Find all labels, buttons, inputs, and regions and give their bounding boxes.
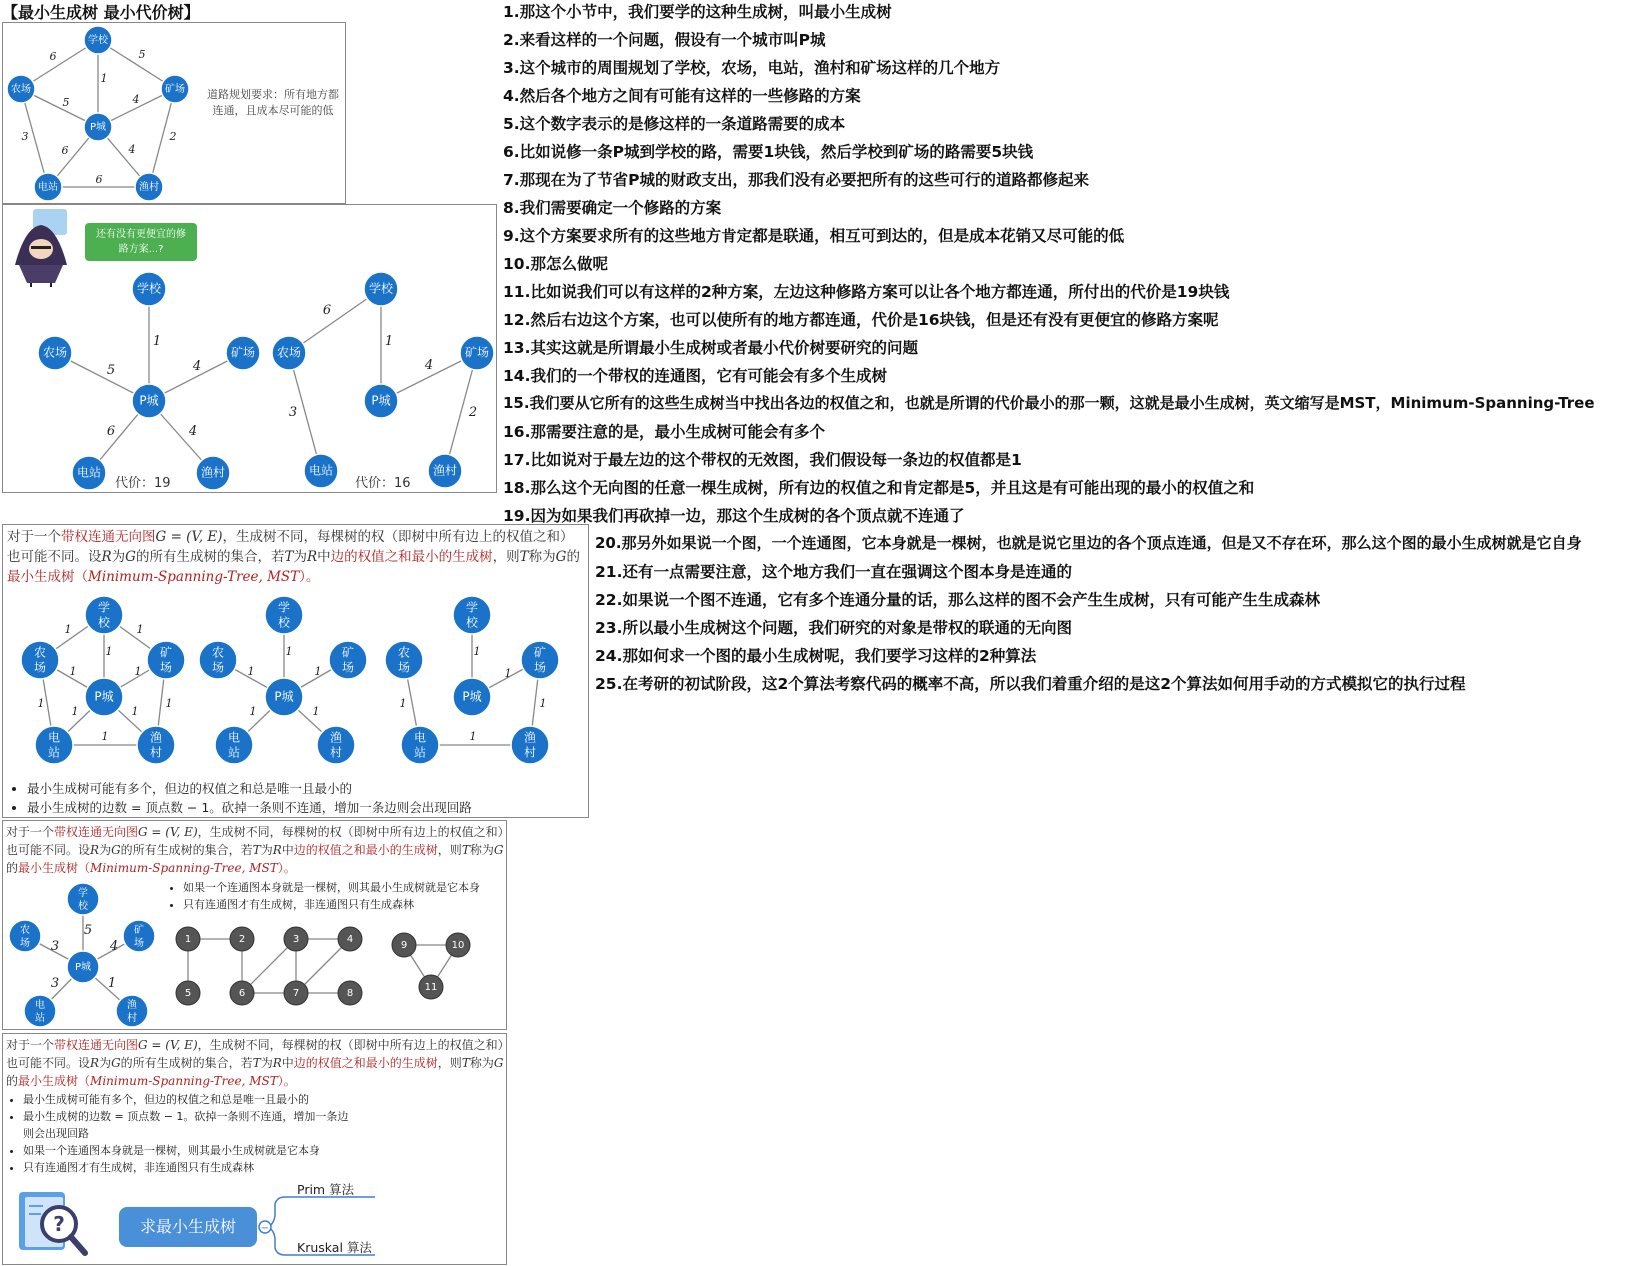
note-line: 12.然后右边这个方案，也可以使所有的地方都连通，代价是16块钱，但是还有没有更便宜的修路方案呢 — [503, 311, 1219, 329]
weight-label: 1 — [100, 72, 108, 85]
svg-text:1: 1 — [314, 665, 322, 678]
svg-text:电站: 电站 — [308, 463, 334, 478]
weight-label: 5 — [138, 48, 146, 61]
svg-text:村: 村 — [329, 745, 343, 760]
svg-text:渔: 渔 — [149, 730, 163, 745]
svg-text:渔: 渔 — [329, 730, 343, 745]
svg-text:10: 10 — [451, 940, 465, 951]
node-school — [364, 272, 398, 306]
note-line: 5.这个数字表示的是修这样的一条道路需要的成本 — [503, 115, 846, 133]
mst-definition: 对于一个带权连通无向图G = (V, E)，生成树不同，每棵树的权（即树中所有边上的权值之和）也可能不同。设R为G的所有生成树的集合，若T为R中边的权值之和最小的生成树，则T称为G的最小生成树（Minimum-Spanning-Tree, MST）。 — [7, 529, 580, 585]
node-power — [34, 173, 62, 201]
node-pcity — [84, 113, 112, 141]
svg-text:电: 电 — [413, 730, 427, 745]
svg-text:站: 站 — [47, 745, 61, 760]
note-line: 20.那另外如果说一个图，一个连通图，它本身就是一棵树，也就是说它里边的各个顶点连通，但是又不存在环，那么这个图的最小生成树就是它自身 — [595, 534, 1582, 552]
node-school — [132, 272, 166, 306]
forest-edges — [188, 939, 458, 993]
svg-text:学: 学 — [277, 600, 291, 615]
svg-text:矿: 矿 — [533, 645, 547, 660]
svg-text:P城: P城 — [274, 689, 294, 704]
svg-text:矿: 矿 — [134, 925, 144, 936]
svg-text:学校: 学校 — [88, 35, 108, 46]
node-mine — [521, 641, 559, 679]
svg-text:?: ? — [53, 1212, 65, 1236]
weight-label: 3 — [50, 976, 60, 991]
node-farm — [199, 641, 237, 679]
node-mine — [329, 641, 367, 679]
mst-notes-list — [165, 879, 523, 913]
node-pcity — [265, 678, 303, 716]
graph-node — [176, 981, 200, 1005]
svg-text:渔: 渔 — [127, 1000, 137, 1011]
list-item: • 只有连通图才有生成树，非连通图只有生成森林 — [23, 1159, 353, 1176]
svg-text:渔村: 渔村 — [139, 182, 159, 193]
node-school — [67, 883, 99, 915]
weight-label: 6 — [95, 173, 103, 186]
svg-text:1: 1 — [134, 665, 142, 678]
note-line: 7.那现在为了节省P城的财政支出，那我们没有必要把所有的这些可行的道路都修起来 — [503, 171, 1090, 189]
svg-text:站: 站 — [413, 745, 427, 760]
list-item: • 最小生成树可能有多个，但边的权值之和总是唯一且最小的 — [27, 779, 597, 798]
note-line: 25.在考研的初试阶段，这2个算法考察代码的概率不高，所以我们着重介绍的是这2个算法如何用手动的方式模拟它的执行过程 — [595, 675, 1466, 693]
svg-text:校: 校 — [465, 615, 479, 630]
svg-text:1: 1 — [105, 645, 113, 658]
svg-text:1: 1 — [71, 705, 79, 718]
mst-notes-list — [9, 779, 597, 817]
note-line: 23.所以最小生成树这个问题，我们研究的对象是带权的联通的无向图 — [595, 619, 1072, 637]
svg-text:农场: 农场 — [42, 345, 68, 360]
weight-label: 1 — [107, 976, 117, 991]
note-line: 4.然后各个地方之间有可能有这样的一些修路的方案 — [503, 87, 861, 105]
svg-text:学: 学 — [78, 888, 88, 899]
node-farm — [9, 920, 41, 952]
svg-text:校: 校 — [277, 615, 291, 630]
svg-text:1: 1 — [399, 697, 407, 710]
node-power — [24, 995, 56, 1027]
panel-summary — [2, 1033, 507, 1265]
svg-text:场: 场 — [397, 660, 411, 675]
svg-text:场: 场 — [341, 660, 355, 675]
node-village — [317, 726, 355, 764]
graph-node — [392, 933, 416, 957]
graph-node — [338, 927, 362, 951]
note-line: 13.其实这就是所谓最小生成树或者最小代价树要研究的问题 — [503, 339, 918, 357]
note-line: 10.那怎么做呢 — [503, 255, 608, 273]
mindmap-root[interactable]: 求最小生成树 — [119, 1207, 257, 1247]
node-power — [72, 456, 106, 490]
panel-two-plans — [2, 204, 497, 493]
node-mine — [123, 920, 155, 952]
graph-node — [230, 927, 254, 951]
weight-label: 4 — [188, 424, 198, 439]
right-plan-cost: 代价：16 — [355, 476, 411, 491]
note-line: 24.那如何求一个图的最小生成树呢，我们要学习这样的2种算法 — [595, 647, 1037, 665]
svg-text:6: 6 — [238, 988, 246, 999]
list-item: • 如果一个连通图本身就是一棵树，则其最小生成树就是它本身 — [183, 879, 523, 896]
panel-definition-multiple-mst — [2, 524, 589, 818]
weight-label: 5 — [106, 363, 116, 378]
svg-text:矿场: 矿场 — [464, 345, 490, 360]
avatar-icon — [15, 209, 67, 287]
svg-text:村: 村 — [127, 1013, 137, 1024]
svg-text:5: 5 — [184, 988, 192, 999]
weight-label: 1 — [384, 334, 394, 349]
node-power — [35, 726, 73, 764]
svg-text:P城: P城 — [139, 393, 159, 408]
svg-text:渔: 渔 — [523, 730, 537, 745]
svg-text:11: 11 — [424, 982, 438, 993]
node-mine — [460, 336, 494, 370]
node-village — [137, 726, 175, 764]
node-school — [85, 596, 123, 634]
weight-label: 6 — [61, 144, 69, 157]
node-farm — [272, 336, 306, 370]
graph-node — [446, 933, 470, 957]
svg-text:场: 场 — [20, 938, 30, 949]
mst-definition: 对于一个带权连通无向图G = (V, E)，生成树不同，每棵树的权（即树中所有边上的权值之和）也可能不同。设R为G的所有生成树的集合，若T为R中边的权值之和最小的生成树，则T称为G的最小生成树（Minimum-Spanning-Tree, MST）。 — [6, 1038, 504, 1088]
node-power — [304, 454, 338, 488]
weight-label: 5 — [62, 96, 70, 109]
svg-text:1: 1 — [504, 667, 512, 680]
svg-text:渔村: 渔村 — [200, 465, 226, 480]
svg-text:1: 1 — [312, 705, 320, 718]
list-item: • 最小生成树的边数 = 顶点数 − 1。砍掉一条则不连通，增加一条边则会出现回路 — [27, 798, 597, 817]
svg-text:1: 1 — [69, 665, 77, 678]
svg-text:1: 1 — [136, 623, 144, 636]
graph-node — [284, 927, 308, 951]
svg-text:1: 1 — [101, 730, 109, 743]
left-plan-cost: 代价：19 — [115, 476, 171, 491]
svg-text:9: 9 — [400, 940, 408, 951]
node-power — [215, 726, 253, 764]
svg-text:P城: P城 — [74, 962, 92, 973]
svg-text:村: 村 — [149, 745, 163, 760]
svg-text:P城: P城 — [462, 689, 482, 704]
svg-text:矿: 矿 — [341, 645, 355, 660]
svg-text:农: 农 — [211, 645, 225, 660]
weight-label: 6 — [106, 424, 116, 439]
node-pcity — [132, 384, 166, 418]
svg-text:场: 场 — [533, 660, 547, 675]
svg-text:矿: 矿 — [159, 645, 173, 660]
node-school — [84, 26, 112, 54]
weight-label: 3 — [288, 405, 298, 420]
weight-label: 3 — [21, 130, 29, 143]
svg-text:1: 1 — [473, 645, 481, 658]
weight-label: 2 — [169, 130, 177, 143]
svg-text:矿场: 矿场 — [230, 345, 256, 360]
node-mine — [226, 336, 260, 370]
svg-text:1: 1 — [165, 697, 173, 710]
graph-node — [230, 981, 254, 1005]
svg-text:1: 1 — [184, 934, 192, 945]
plan-right-edges — [289, 289, 477, 471]
svg-text:1: 1 — [249, 705, 257, 718]
note-line: 16.那需要注意的是，最小生成树可能会有多个 — [503, 423, 825, 441]
weight-label: 4 — [109, 939, 119, 954]
weight-label: 6 — [49, 50, 57, 63]
weight-label: 2 — [468, 405, 478, 420]
note-line: 9.这个方案要求所有的这些地方肯定都是联通，相互可到达的，但是成本花销又尽可能的低 — [503, 227, 1125, 245]
svg-text:学校: 学校 — [136, 281, 162, 296]
note-line: 15.我们要从它所有的这些生成树当中找出各边的权值之和，也就是所谓的代价最小的那一颗，这就是最小生成树，英文缩写是MST，Minimum-Spanning-Tree — [503, 394, 1595, 412]
weight-label: 4 — [192, 359, 202, 374]
node-mine — [161, 75, 189, 103]
weight-label: 5 — [83, 923, 93, 938]
panel-road-plan — [2, 22, 346, 204]
svg-text:农场: 农场 — [276, 345, 302, 360]
weight-label: 3 — [50, 939, 60, 954]
svg-text:P城: P城 — [371, 393, 391, 408]
graph-node — [284, 981, 308, 1005]
node-school — [453, 596, 491, 634]
svg-text:电: 电 — [227, 730, 241, 745]
svg-text:场: 场 — [211, 660, 225, 675]
svg-text:学: 学 — [97, 600, 111, 615]
note-line: 18.那么这个无向图的任意一棵生成树，所有边的权值之和肯定都是5，并且这是有可能出现的最小的权值之和 — [503, 479, 1255, 497]
svg-text:1: 1 — [469, 730, 477, 743]
list-item: • 只有连通图才有生成树，非连通图只有生成森林 — [183, 896, 523, 913]
svg-text:站: 站 — [227, 745, 241, 760]
svg-text:1: 1 — [37, 697, 45, 710]
speech-bubble: 还有没有更便宜的修路方案...? — [85, 223, 197, 261]
node-power — [401, 726, 439, 764]
svg-text:校: 校 — [78, 901, 88, 912]
svg-text:P城: P城 — [94, 689, 114, 704]
weight-label: 4 — [132, 93, 140, 106]
list-item: • 如果一个连通图本身就是一棵树，则其最小生成树就是它本身 — [23, 1142, 353, 1159]
svg-text:场: 场 — [134, 938, 144, 949]
note-line: 3.这个城市的周围规划了学校，农场，电站，渔村和矿场这样的几个地方 — [503, 59, 1001, 77]
svg-text:渔村: 渔村 — [432, 463, 458, 478]
note-line: 21.还有一点需要注意，这个地方我们一直在强调这个图本身是连通的 — [595, 563, 1072, 581]
node-village — [511, 726, 549, 764]
node-farm — [21, 641, 59, 679]
node-farm — [385, 641, 423, 679]
svg-text:3: 3 — [292, 934, 300, 945]
svg-text:7: 7 — [292, 988, 300, 999]
svg-text:1: 1 — [64, 623, 72, 636]
weight-label: 6 — [322, 303, 332, 318]
svg-text:电站: 电站 — [76, 465, 102, 480]
node-mine — [147, 641, 185, 679]
svg-text:矿场: 矿场 — [165, 84, 185, 95]
mindmap-leaf-kruskal[interactable]: Kruskal 算法 — [297, 1240, 372, 1255]
weight-label: 4 — [424, 358, 434, 373]
note-line: 22.如果说一个图不连通，它有多个连通分量的话，那么这样的图不会产生生成树，只有可能产生生成森林 — [595, 591, 1320, 609]
svg-text:1: 1 — [539, 697, 547, 710]
weight-label: 4 — [128, 143, 136, 156]
note-line: 17.比如说对于最左边的这个带权的无效图，我们假设每一条边的权值都是1 — [503, 451, 1022, 469]
node-farm — [7, 75, 35, 103]
svg-text:电: 电 — [35, 1000, 45, 1011]
svg-text:农: 农 — [397, 645, 411, 660]
node-farm — [38, 336, 72, 370]
note-line: 2.来看这样的一个问题，假设有一个城市叫P城 — [503, 31, 826, 49]
node-pcity — [67, 951, 99, 983]
collapse-toggle[interactable]: − — [260, 1223, 270, 1234]
svg-text:农场: 农场 — [11, 84, 31, 95]
note-line: 6.比如说修一条P城到学校的路，需要1块钱，然后学校到矿场的路需要5块钱 — [503, 143, 1034, 161]
road-requirement: 道路规划要求：所有地方都连通，且成本尽可能的低 — [207, 88, 339, 117]
svg-text:校: 校 — [97, 615, 111, 630]
node-school — [265, 596, 303, 634]
svg-text:8: 8 — [346, 988, 354, 999]
svg-text:4: 4 — [346, 934, 354, 945]
svg-text:村: 村 — [523, 745, 537, 760]
node-pcity — [364, 384, 398, 418]
mindmap-leaf-prim[interactable]: Prim 算法 — [297, 1182, 355, 1197]
note-line: 11.比如说我们可以有这样的2种方案，左边这种修路方案可以让各个地方都连通，所付出的代价是19块钱 — [503, 283, 1230, 301]
plan-left-edges — [55, 289, 243, 473]
svg-text:农: 农 — [20, 925, 30, 936]
node-village — [428, 454, 462, 488]
note-line: 1.那这个小节中，我们要学的这种生成树，叫最小生成树 — [503, 3, 892, 21]
svg-text:场: 场 — [33, 660, 47, 675]
list-item: • 最小生成树的边数 = 顶点数 − 1。砍掉一条则不连通，增加一条边则会出现回路 — [23, 1108, 353, 1142]
page-title: 【最小生成树 最小代价树】 — [2, 3, 200, 22]
panel-tree-and-forest — [2, 820, 507, 1030]
mst-definition: 对于一个带权连通无向图G = (V, E)，生成树不同，每棵树的权（即树中所有边上的权值之和）也可能不同。设R为G的所有生成树的集合，若T为R中边的权值之和最小的生成树，则T称为G的最小生成树（Minimum-Spanning-Tree, MST）。 — [6, 825, 504, 875]
graph-node — [176, 927, 200, 951]
note-line: 19.因为如果我们再砍掉一边，那这个生成树的各个顶点就不连通了 — [503, 507, 965, 525]
svg-text:农: 农 — [33, 645, 47, 660]
note-line: 14.我们的一个带权的连通图，它有可能会有多个生成树 — [503, 367, 887, 385]
question-book-icon — [19, 1192, 85, 1253]
list-item: • 最小生成树可能有多个，但边的权值之和总是唯一且最小的 — [23, 1091, 353, 1108]
graph-three-spanning-trees — [3, 525, 588, 817]
graph-two-plans — [3, 205, 496, 492]
graph-tree-and-forest — [3, 821, 506, 1029]
svg-text:2: 2 — [238, 934, 246, 945]
svg-text:1: 1 — [285, 645, 293, 658]
svg-text:电站: 电站 — [38, 182, 58, 193]
graph-node — [338, 981, 362, 1005]
svg-text:学: 学 — [465, 600, 479, 615]
graph-node — [419, 975, 443, 999]
node-pcity — [453, 678, 491, 716]
node-village — [196, 456, 230, 490]
svg-text:场: 场 — [159, 660, 173, 675]
svg-text:P城: P城 — [89, 122, 107, 133]
node-village — [116, 995, 148, 1027]
svg-text:站: 站 — [35, 1013, 45, 1024]
note-line: 8.我们需要确定一个修路的方案 — [503, 199, 722, 217]
node-pcity — [85, 678, 123, 716]
svg-text:1: 1 — [131, 705, 139, 718]
svg-text:学校: 学校 — [368, 281, 394, 296]
node-village — [135, 173, 163, 201]
svg-text:电: 电 — [47, 730, 61, 745]
svg-text:1: 1 — [247, 665, 255, 678]
weight-label: 1 — [152, 334, 162, 349]
